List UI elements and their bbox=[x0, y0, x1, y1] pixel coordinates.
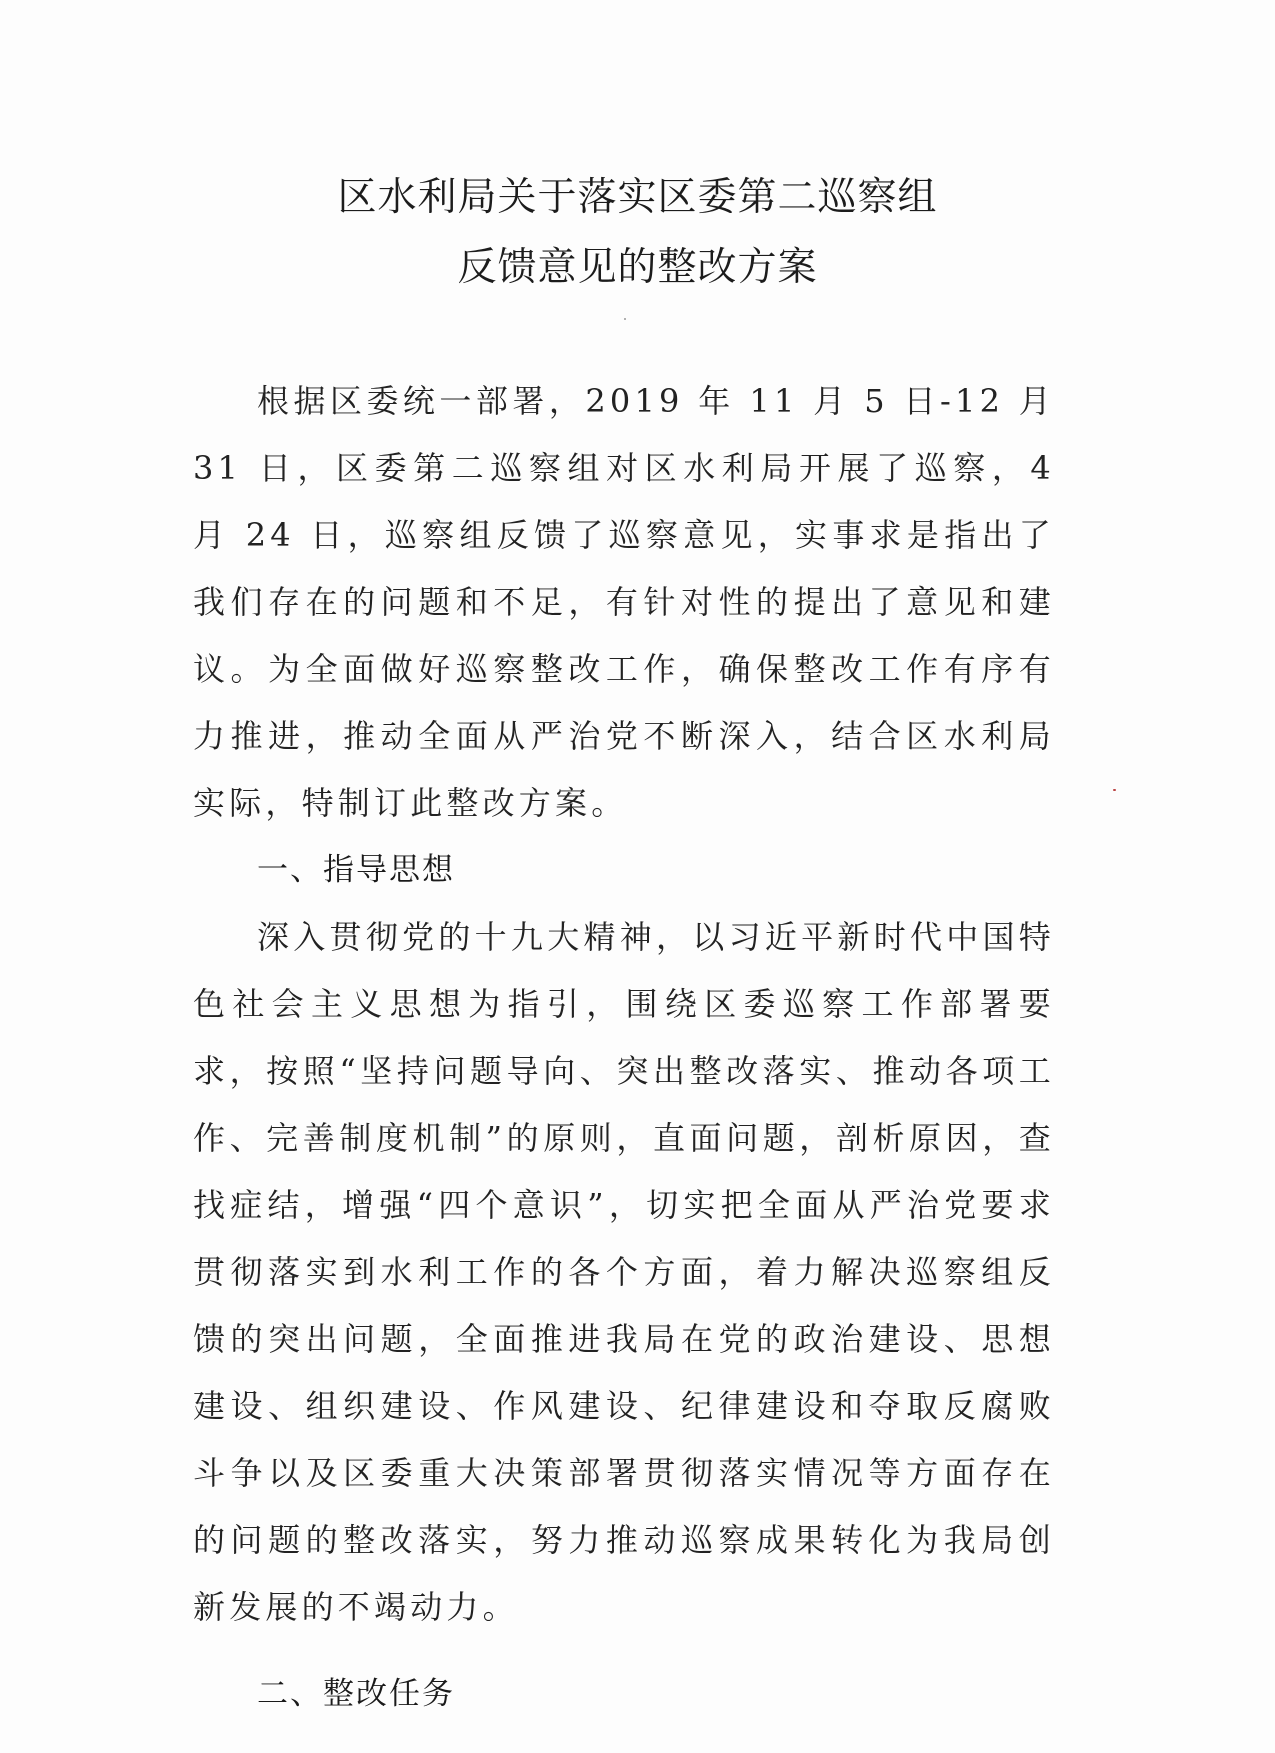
scan-dot bbox=[624, 318, 626, 320]
guiding-ideology-paragraph: 深入贯彻党的十九大精神，以习近平新时代中国特色社会主义思想为指引，围绕区委巡察工作部署要求，按照“坚持问题导向、突出整改落实、推动各项工作、完善制度机制”的原则，直面问题，剖析原因，查找症结，增强“四个意识”，切实把全面从严治党要求贯彻落实到水利工作的各个方面，着力解决巡察组反馈的突出问题，全面推进我局在党的政治建设、思想建设、组织建设、作风建设、纪律建设和夺取反腐败斗争以及区委重大决策部署贯彻落实情况等方面存在的问题的整改落实，努力推动巡察成果转化为我局创新发展的不竭动力。 bbox=[193, 918, 1055, 1626]
document-title-line-2: 反馈意见的整改方案 bbox=[457, 245, 818, 290]
scan-speck bbox=[1113, 789, 1116, 791]
document-title-line-1: 区水利局关于落实区委第二巡察组 bbox=[337, 175, 938, 220]
section-heading-guiding-ideology: 一、指导思想 bbox=[257, 852, 455, 888]
document-body bbox=[193, 368, 1055, 1728]
section-heading-rectification-tasks: 二、整改任务 bbox=[257, 1676, 455, 1712]
intro-paragraph: 根据区委统一部署，2019 年 11 月 5 日-12 月 31 日，区委第二巡察组对区水利局开展了巡察，4 月 24 日，巡察组反馈了巡察意见，实事求是指出了我们存在的问题和不足，有针对性的提出了意见和建议。为全面做好巡察整改工作，确保整改工作有序有力推进，推动全面从严治党不断深入，结合区水利局实际，特制订此整改方案。 bbox=[193, 382, 1055, 822]
